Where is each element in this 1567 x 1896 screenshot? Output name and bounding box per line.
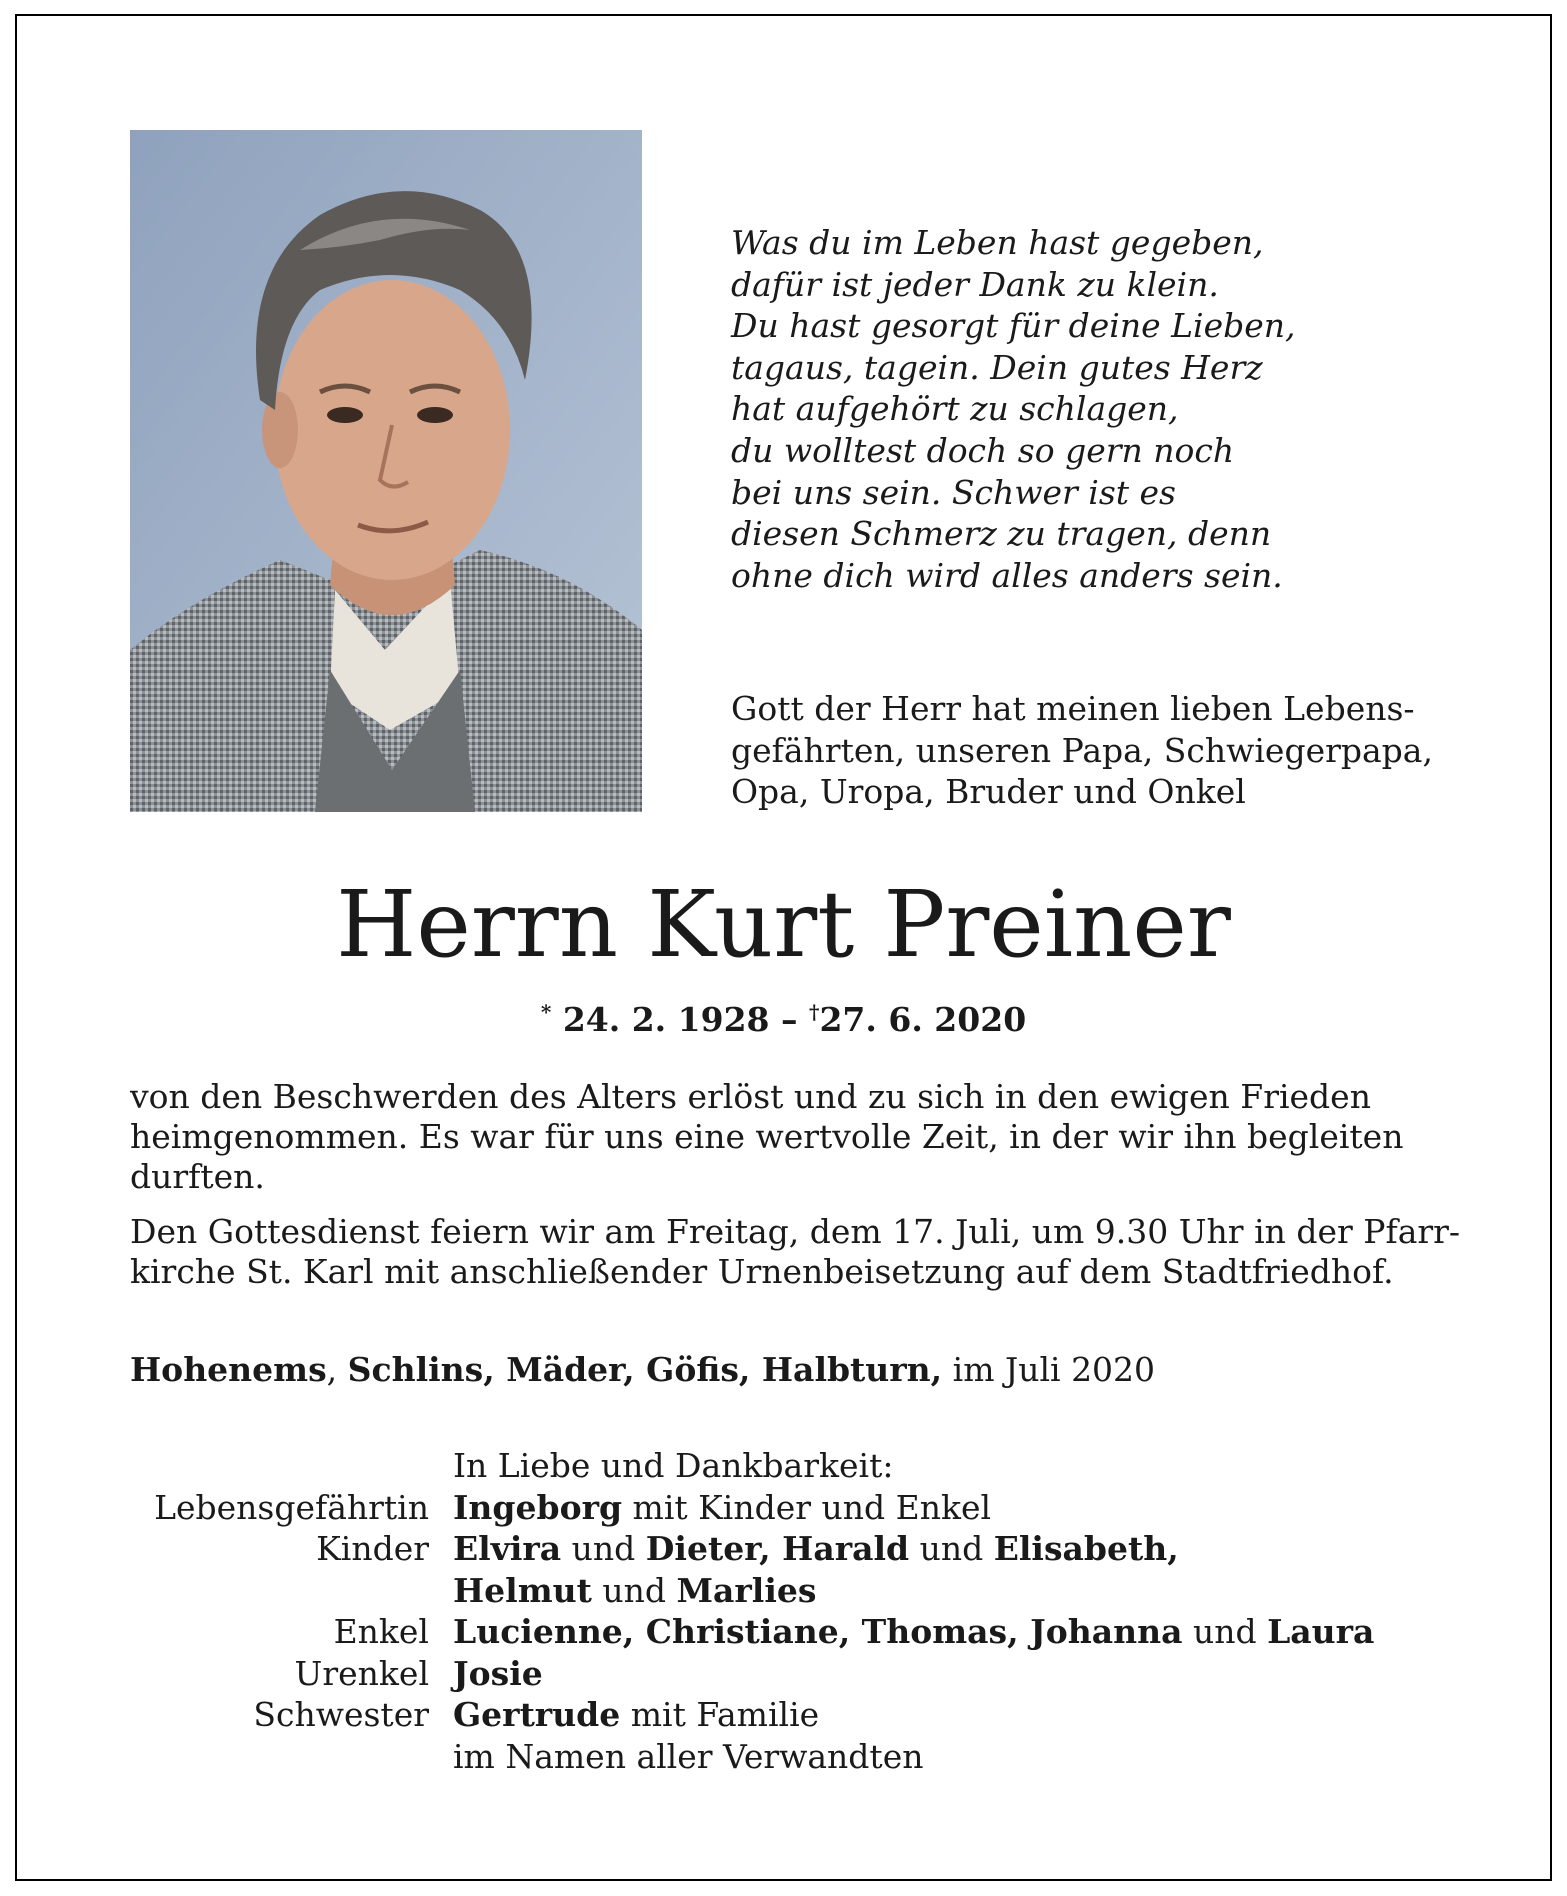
paragraph-line: heimgenommen. Es war für uns eine wertvolle Zeit, in der wir ihn begleiten <box>130 1117 1404 1156</box>
intro-line: Opa, Uropa, Bruder und Onkel <box>731 772 1246 811</box>
poem <box>731 222 1451 596</box>
poem-line: hat aufgehört zu schlagen, <box>731 389 1179 429</box>
poem-line: tagaus, tagein. Dein gutes Herz <box>731 347 1263 387</box>
mourner-name: Laura <box>1267 1612 1375 1651</box>
intro-line: gefährten, unseren Papa, Schwiegerpapa, <box>731 730 1433 770</box>
publication-date: im Juli 2020 <box>942 1350 1156 1389</box>
mourner-name: Lucienne, Christiane, Thomas, Johanna <box>453 1612 1183 1651</box>
mourner-row <box>130 1694 1460 1736</box>
poem-line: Was du im Leben hast gegeben, <box>731 223 1264 262</box>
poem-line: ohne dich wird alles anders sein. <box>731 555 1283 595</box>
relation-label: Enkel <box>333 1612 429 1651</box>
paragraph-line: durften. <box>130 1157 265 1196</box>
death-symbol: † <box>809 1000 820 1024</box>
poem-line: Du hast gesorgt für deine Lieben, <box>731 306 1296 346</box>
poem-line: dafür ist jeder Dank zu klein. <box>731 264 1219 304</box>
mourners-list <box>130 1445 1460 1777</box>
mourner-row <box>130 1570 1460 1612</box>
mourner-name: Elvira <box>453 1529 562 1568</box>
paragraph-line: kirche St. Karl mit anschließender Urnenbeisetzung auf dem Stadtfriedhof. <box>130 1252 1394 1291</box>
service-paragraph <box>130 1212 1461 1292</box>
portrait-photo <box>130 130 642 812</box>
mourner-name: Josie <box>453 1653 543 1693</box>
mourner-row <box>130 1528 1460 1570</box>
intro-line: Gott der Herr hat meinen lieben Lebens- <box>731 689 1415 728</box>
mourner-text: mit Kinder und Enkel <box>622 1487 992 1527</box>
relation-label: Urenkel <box>294 1653 429 1693</box>
relation-label <box>130 1570 453 1612</box>
paragraph-line: Den Gottesdienst feiern wir am Freitag, dem 17. Juli, um 9.30 Uhr in der Pfarr- <box>130 1212 1461 1251</box>
death-date: 27. 6. 2020 <box>819 1000 1027 1039</box>
mourner-text: und <box>591 1570 677 1610</box>
mourner-name: Elisabeth, <box>993 1529 1179 1568</box>
thanks-heading: In Liebe und Dankbarkeit: <box>453 1446 894 1485</box>
relation-label: Lebensgefährtin <box>154 1487 429 1527</box>
deceased-name: Herrn Kurt Preiner <box>336 871 1231 978</box>
place-date-line <box>130 1350 1440 1390</box>
mourner-row <box>130 1653 1460 1695</box>
place-names: Schlins, Mäder, Göfis, Halbturn, <box>347 1350 943 1389</box>
mourner-text: und <box>561 1529 646 1568</box>
place-name: Hohenems <box>130 1350 327 1389</box>
mourner-name: Marlies <box>676 1570 817 1610</box>
poem-line: bei uns sein. Schwer ist es <box>731 472 1176 512</box>
poem-line: diesen Schmerz zu tragen, denn <box>731 514 1272 554</box>
mourner-name: Helmut <box>453 1570 592 1610</box>
poem-line: du wolltest doch so gern noch <box>731 430 1235 470</box>
mourner-text: mit Familie <box>620 1695 820 1734</box>
mourner-name: Gertrude <box>453 1695 621 1734</box>
paragraph-line: von den Beschwerden des Alters erlöst und zu sich in den ewigen Frieden <box>130 1077 1371 1116</box>
mourner-text: im Namen aller Verwandten <box>453 1736 924 1776</box>
relation-label: Kinder <box>316 1529 429 1568</box>
date-dash: – <box>781 1000 798 1039</box>
mourner-row <box>130 1736 1460 1778</box>
place-separator: , <box>326 1350 348 1389</box>
announcement-paragraph <box>130 1077 1440 1197</box>
mourner-name: Dieter, Harald <box>645 1529 910 1568</box>
mourner-text: und <box>909 1529 994 1568</box>
mourner-text: und <box>1182 1612 1268 1651</box>
relation-label <box>130 1736 453 1778</box>
intro-text <box>731 688 1461 813</box>
birth-symbol: * <box>540 1000 552 1024</box>
life-dates <box>0 990 1567 1042</box>
mourner-row <box>130 1487 1460 1529</box>
birth-date: 24. 2. 1928 <box>562 1000 770 1039</box>
mourner-name: Ingeborg <box>453 1487 623 1527</box>
relation-label: Schwester <box>253 1695 429 1734</box>
mourner-row <box>130 1611 1460 1653</box>
